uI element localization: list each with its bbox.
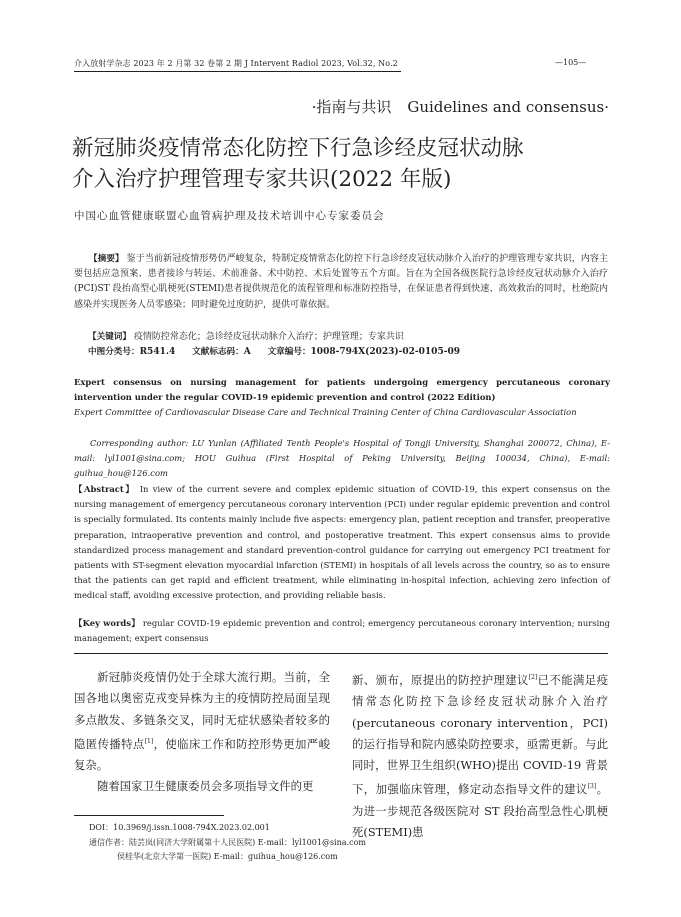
keywords-cn [88,329,404,342]
clc-value: R541.4 [139,347,176,357]
page-number: —105— [555,58,587,67]
footnote-rule [74,815,224,816]
english-abstract-text: In view of the current severe and complex epidemic situation of COVID-19, this expert consensus on the nursing management of emergency percutaneous coronary intervention (PCI) under regular epidemic prevention and control is specially formulated. Its contents mainly include five aspects: emergency plan, patient reception and transfer, preoperative preparation, intraoperative prevention and control, and postoperative treatment. This expert consensus aims to provide standardized process management and standard prevention-control guidance for carrying out emergency PCI treatment for patients with ST-segment elevation myocardial infarction (STEMI) in hospitals of all levels across the country, so as to ensure that the patients can get rapid and efficient treatment, while eliminating in-hospital infection, achieving zero infection of medical staff, avoiding excessive protection, and providing reliable basis. [74,484,610,601]
abstract-cn-text: 鉴于当前新冠疫情形势仍严峻复杂，特制定疫情常态化防控下行急诊经皮冠状动脉介入治疗的护理管理专家共识，内容主要包括应急预案、患者接诊与转运、术前准备、术中防控、术后处置等五个方面。旨在为全国各级医院行急诊经皮冠状动脉介入治疗(PCI)ST 段抬高型心肌梗死(STEMI)患者提供规范化的流程管理和标准防控指导，在保证患者得到快速、高效救治的同时，杜绝院内感染并实现医务人员零感染；同时避免过度防护，提供可靠依据。 [74,254,608,310]
article-number-group [268,347,460,357]
footnotes [89,821,366,865]
body-paragraph-2-continued [352,667,608,843]
article-title-line-1: 新冠肺炎疫情常态化防控下行急诊经皮冠状动脉 [72,136,524,161]
body-paragraph-1 [74,667,330,776]
authors-cn: 中国心血管健康联盟心血管病护理及技术培训中心专家委员会 [74,210,385,222]
english-keywords-label: 【Key words】 [74,618,140,628]
abstract-cn-label: 【摘要】 [89,254,124,264]
footnote-doi: DOI：10.3969/j.issn.1008-794X.2023.02.001 [89,823,270,832]
english-abstract-label: 【Abstract】 [74,484,136,494]
citation-2: [2] [528,674,538,681]
clc-group [88,347,175,357]
body-paragraph-2: 随着国家卫生健康委员会多项指导文件的更 [97,779,314,794]
english-abstract [74,482,610,604]
doc-code-group [192,347,251,357]
corresponding-author-en: Corresponding author: LU Yunlan (Affiliated Tenth People's Hospital of Tongji University, Shanghai 200072, China), E-mail: lyl1001@sina.com; HOU Guihua (First Hospital of Peking University, Beijing 100034, China), E-mail: guihua_hou@126.com [74,438,610,479]
article-title-line-2: 介入治疗护理管理专家共识(2022 年版) [72,167,452,192]
footnote-author-2: 侯桂华(北京大学第一医院) E-mail：guihua_hou@126.com [117,852,338,862]
keywords-cn-label: 【关键词】 [88,332,131,342]
section-divider [74,653,608,654]
citation-1: [1] [144,737,154,745]
doc-code-value: A [243,347,251,357]
clc-label: 中图分类号： [88,347,140,357]
english-authors: Expert Committee of Cardiovascular Disease Care and Technical Training Center of China Cardiovascular Association [74,407,577,417]
english-keywords-text: regular COVID-19 epidemic prevention and control; emergency percutaneous coronary intervention; nursing management; expert consensus [74,618,611,644]
column-title-en: Guidelines and consensus· [407,98,609,116]
body-paragraph-2-text-a: 新、颁布，原提出的防控护理建议 [352,673,529,687]
column-title [312,96,609,117]
doc-code-label: 文献标志码： [192,347,244,357]
keywords-cn-text: 疫情防控常态化；急诊经皮冠状动脉介入治疗；护理管理；专家共识 [130,332,404,342]
citation-3: [3] [587,783,597,791]
column-title-cn: ·指南与共识 [311,98,392,116]
running-head: 介入放射学杂志 2023 年 2 月第 32 卷第 2 期 J Intervent Radiol 2023, Vol.32, No.2 [74,58,401,72]
body-paragraph-2-text-c: 。为进一步规范各级医院对 ST 段抬高型急性心肌梗死(STEMI)患 [352,782,608,840]
body-column-left [74,667,330,798]
english-title: Expert consensus on nursing management for patients undergoing emergency percutaneous coronary intervention under the regular COVID-19 epidemic prevention and control (2022 Edition) [74,377,610,403]
abstract-cn [74,252,608,313]
article-title [72,133,632,195]
body-column-right [352,667,608,843]
footnote-author-1: 通信作者：陆芸岚(同济大学附属第十人民医院) E-mail：lyl1001@sina.com [89,837,366,847]
body-paragraph-1-text-a: 新冠肺炎疫情仍处于全球大流行期。当前，全国各地以奥密克戎变异株为主的疫情防控局面呈现多点散发、多链条交叉，同时无症状感染者较多的隐匿传播特点 [74,670,330,751]
classification-line [88,345,474,357]
body-paragraph-2-text-b: 已不能满足疫情常态化防控下急诊经皮冠状动脉介入治疗(percutaneous coronary intervention，PCI)的运行指导和院内感染防控要求，亟需更新。与此同时，世界卫生组织(WHO)提出 COVID-19 背景下，加强临床管理，修定动态指导文件的建议 [352,673,608,797]
article-number-value: 1008-794X(2023)-02-0105-09 [310,347,460,357]
english-keywords [74,616,610,646]
article-number-label: 文章编号： [267,347,311,357]
body-paragraph-1-text-b: ，使临床工作和防控形势更加严峻复杂。 [74,736,330,773]
